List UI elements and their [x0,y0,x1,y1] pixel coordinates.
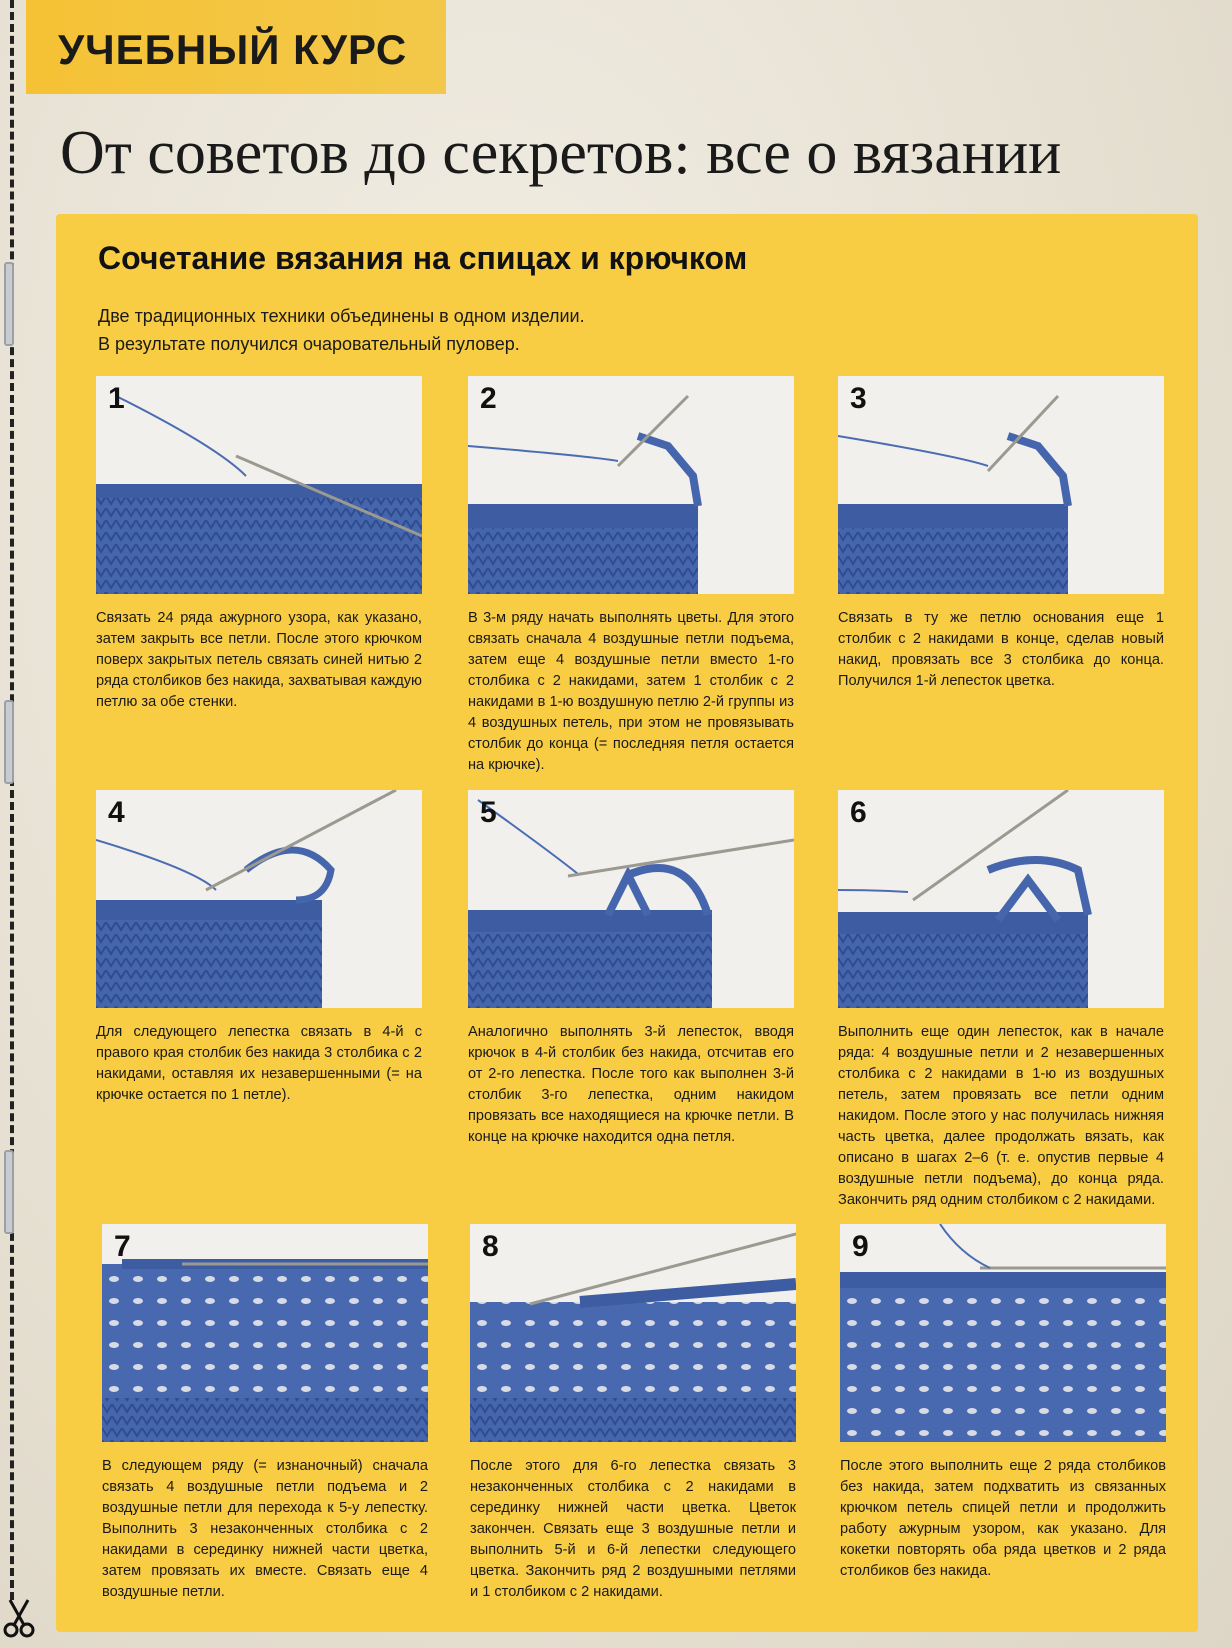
step-number: 8 [482,1230,499,1263]
page-title: От советов до секретов: все о вязании [60,119,1062,187]
knitting-photo [470,1224,796,1442]
step-5 [468,790,794,1148]
step-3 [838,376,1164,692]
step-text: Аналогично выполнять 3-й лепесток, вводя крючок в 4-й столбик без накида, отсчитав его от 2-го лепестка. После того как выполнен 3-й столбик 3-го лепестка, одним накидом провязать все находящиеся на крючке петли. В конце на крючке находится одна петля. [468,1024,794,1145]
step-photo [102,1224,428,1442]
knitting-photo [840,1224,1166,1442]
step-photo [96,790,422,1008]
knitting-photo [838,790,1164,1008]
section-tab [26,0,446,94]
intro-line: Две традиционных техники объединены в одном изделии. [98,306,585,326]
article-heading: Сочетание вязания на спицах и крючком [98,240,748,276]
step-photo [840,1224,1166,1442]
step-text: После этого для 6-го лепестка связать 3 незаконченных столбика с 2 накидами в серединку нижней части цветка. Цветок закончен. Связать еще 3 воздушные петли и выполнить 5-й и 6-й лепестки следующего цветка. Закончить ряд 2 воздушными петлями и 1 столбиком с 2 накидами. [470,1458,796,1600]
cut-line [10,0,14,1600]
step-text: Связать 24 ряда ажурного узора, как указано, затем закрыть все петли. После этого крючком поверх закрытых петель связать синей нитью 2 ряда столбиков без накида, захватывая каждую петлю за обе стенки. [96,610,422,710]
intro-line: В результате получился очаровательный пуловер. [98,334,520,354]
step-photo [468,376,794,594]
knitting-photo [838,376,1164,594]
knitting-photo [102,1224,428,1442]
step-text: Для следующего лепестка связать в 4-й с правого края столбик без накида 3 столбика с 2 накидами, оставляя их незавершенными (= на крючке остается по 1 петле). [96,1024,422,1103]
step-6 [838,790,1164,1211]
staple-mark [4,1150,14,1234]
step-1 [96,376,422,713]
step-number: 1 [108,382,125,415]
step-number: 3 [850,382,867,415]
step-photo [838,790,1164,1008]
knitting-photo [96,376,422,594]
step-photo [96,376,422,594]
step-2 [468,376,794,776]
section-label: УЧЕБНЫЙ КУРС [58,26,408,73]
step-number: 7 [114,1230,131,1263]
knitting-photo [468,376,794,594]
step-photo [468,790,794,1008]
step-8 [470,1224,796,1603]
step-9 [840,1224,1166,1582]
step-text: После этого выполнить еще 2 ряда столбиков без накида, затем подхватить из связанных крючком петель спицей петли и продолжить работу ажурным узором, как указано. Для кокетки повторять оба ряда цветков и 2 ряда столбиков без накида. [840,1458,1166,1579]
step-number: 9 [852,1230,869,1263]
staple-mark [4,700,14,784]
scissors-icon [2,1598,36,1638]
step-text: В 3-м ряду начать выполнять цветы. Для этого связать сначала 4 воздушные петли подъема, затем еще 4 воздушные петли вместо 1-го столбика с 2 накидами, затем 1 столбик с 2 накидами в 1-ю воздушную петлю 2-й группы из 4 воздушных петель, при этом не провязывать столбик до конца (= последняя петля остается на крючке). [468,610,794,773]
staple-mark [4,262,14,346]
step-4 [96,790,422,1106]
step-number: 4 [108,796,125,829]
step-text: Выполнить еще один лепесток, как в начале ряда: 4 воздушные петли и 2 незавершенных столбика с 2 накидами в 1-ю из воздушных петель, затем провязать все петли одним накидом. После этого у нас получилась нижняя часть цветка, далее продолжать вязать, как описано в шагах 2–6 (т. е. опустив первые 4 воздушные петли подъема), до конца ряда. Закончить ряд одним столбиком с 2 накидами. [838,1024,1164,1208]
step-text: Связать в ту же петлю основания еще 1 столбик с 2 накидами в конце, сделав новый накид, провязать все 3 столбика до конца. Получился 1-й лепесток цветка. [838,610,1164,689]
step-number: 5 [480,796,497,829]
knitting-photo [96,790,422,1008]
step-photo [838,376,1164,594]
step-7 [102,1224,428,1603]
step-photo [470,1224,796,1442]
knitting-photo [468,790,794,1008]
article-intro [98,302,1178,358]
step-text: В следующем ряду (= изнаночный) сначала связать 4 воздушные петли подъема и 2 воздушные петли для перехода к 5-у лепестку. Выполнить 3 незаконченных столбика с 2 накидами в серединку нижней части цветка, затем провязать их вместе. Связать еще 4 воздушные петли. [102,1458,428,1600]
step-number: 6 [850,796,867,829]
step-number: 2 [480,382,497,415]
